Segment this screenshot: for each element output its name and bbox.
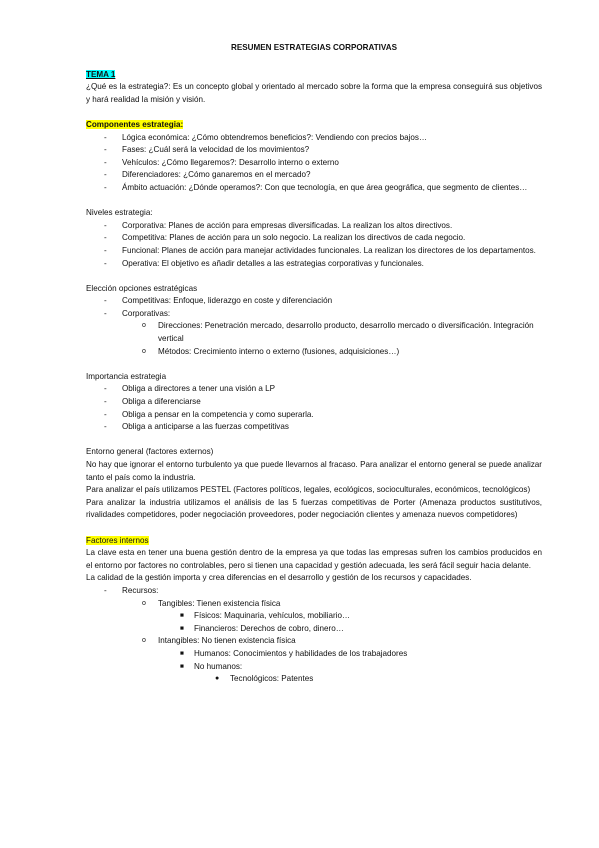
list-item: - Lógica económica: ¿Cómo obtendremos beneficios?: Vendiendo con precios bajos… (104, 132, 428, 142)
list-item: - Ámbito actuación: ¿Dónde operamos?: Con que tecnología, en que área geográfica, que segmento de clientes… (104, 182, 528, 192)
list-item: - Diferenciadores: ¿Cómo ganaremos en el mercado? (104, 170, 311, 180)
list-item: - Obliga a pensar en la competencia y como superarla. (104, 409, 314, 419)
document-title: RESUMEN ESTRATEGIAS CORPORATIVAS (231, 43, 397, 52)
niveles-list (86, 220, 542, 270)
entorno-paragraph-2: Para analizar el país utilizamos PESTEL (Factores políticos, legales, ecológicos, socioculturales, económicos, tecnológicos) (86, 485, 531, 495)
entorno-paragraph-1: No hay que ignorar el entorno turbulento ya que puede llevarnos al fracaso. Para analizar el entorno general se puede analizar tanto el país como la industria. (86, 460, 542, 482)
niveles-heading: Niveles estrategia: (86, 208, 153, 218)
list-item: - Funcional: Planes de acción para manejar actividades funcionales. La realizan los directores de los departamentos. (104, 245, 536, 255)
eleccion-list (86, 295, 542, 358)
list-subsubsubitem: ● Tecnológicos: Patentes (215, 674, 314, 684)
internos-paragraph-2: La calidad de la gestión importa y crea diferencias en el desarrollo y gestión de los recursos y capacidades. (86, 573, 472, 583)
list-item: - Obliga a anticiparse a las fuerzas competitivas (104, 422, 289, 432)
list-item: - Vehículos: ¿Cómo llegaremos?: Desarrollo interno o externo (104, 157, 339, 167)
list-subitem: o Métodos: Crecimiento interno o externo (fusiones, adquisiciones…) (142, 346, 400, 356)
list-item: - Corporativas: (104, 308, 171, 318)
list-subitem: o Direcciones: Penetración mercado, desarrollo producto, desarrollo mercado o diversificación. Integración vertical (142, 321, 534, 344)
list-item: - Competitivas: Enfoque, liderazgo en coste y diferenciación (104, 296, 333, 306)
entorno-paragraph-3: Para analizar la industria utilizamos el análisis de las 5 fuerzas competitivas de Porter (Amenaza productos sustitutivos, rivalidades competidores, poder negociación proveedores, poder negociación clientes y amenaza nuevos competidores) (86, 497, 542, 520)
list-item: - Operativa: El objetivo es añadir detalles a las estrategias corporativas y funcionales. (104, 258, 424, 268)
intro-paragraph: ¿Qué es la estrategia?: Es un concepto global y orientado al mercado sobre la forma que la empresa conseguirá sus objetivos y hará realidad la misión y visión. (86, 82, 542, 104)
internos-paragraph-1: La clave esta en tener una buena gestión dentro de la empresa ya que todas las empresas sufren los cambios producidos en el entorno por factores no controlables, pero si tienen una capacidad y gestión adecuada, les será fácil seguir hacia delante. (86, 548, 542, 570)
list-subsubitem: ■ No humanos: (180, 661, 243, 671)
document-body (86, 42, 542, 686)
importancia-list (86, 383, 542, 433)
list-subsubitem: ■ Financieros: Derechos de cobro, dinero… (180, 623, 344, 633)
list-item: - Recursos: (104, 585, 159, 595)
list-subitem: o Intangibles: No tienen existencia física (142, 636, 296, 646)
componentes-heading: Componentes estrategia: (86, 119, 184, 129)
list-item: - Obliga a diferenciarse (104, 397, 201, 407)
list-subsubitem: ■ Humanos: Conocimientos y habilidades de los trabajadores (180, 648, 408, 658)
recursos-list (86, 585, 542, 686)
list-item: - Fases: ¿Cuál será la velocidad de los movimientos? (104, 145, 310, 155)
internos-heading: Factores internos (86, 535, 149, 545)
list-subsubitem: ■ Físicos: Maquinaria, vehículos, mobiliario… (180, 611, 351, 621)
list-item: - Competitiva: Planes de acción para un solo negocio. La realizan los directivos de cada negocio. (104, 233, 466, 243)
list-item: - Corporativa: Planes de acción para empresas diversificadas. La realizan los altos directivos. (104, 220, 453, 230)
componentes-list (86, 132, 542, 195)
tema-label: TEMA 1 (86, 69, 116, 79)
list-subitem: o Tangibles: Tienen existencia física (142, 598, 281, 608)
entorno-heading: Entorno general (factores externos) (86, 447, 214, 457)
list-item: - Obliga a directores a tener una visión a LP (104, 384, 275, 394)
importancia-heading: Importancia estrategia (86, 371, 167, 381)
eleccion-heading: Elección opciones estratégicas (86, 283, 198, 293)
